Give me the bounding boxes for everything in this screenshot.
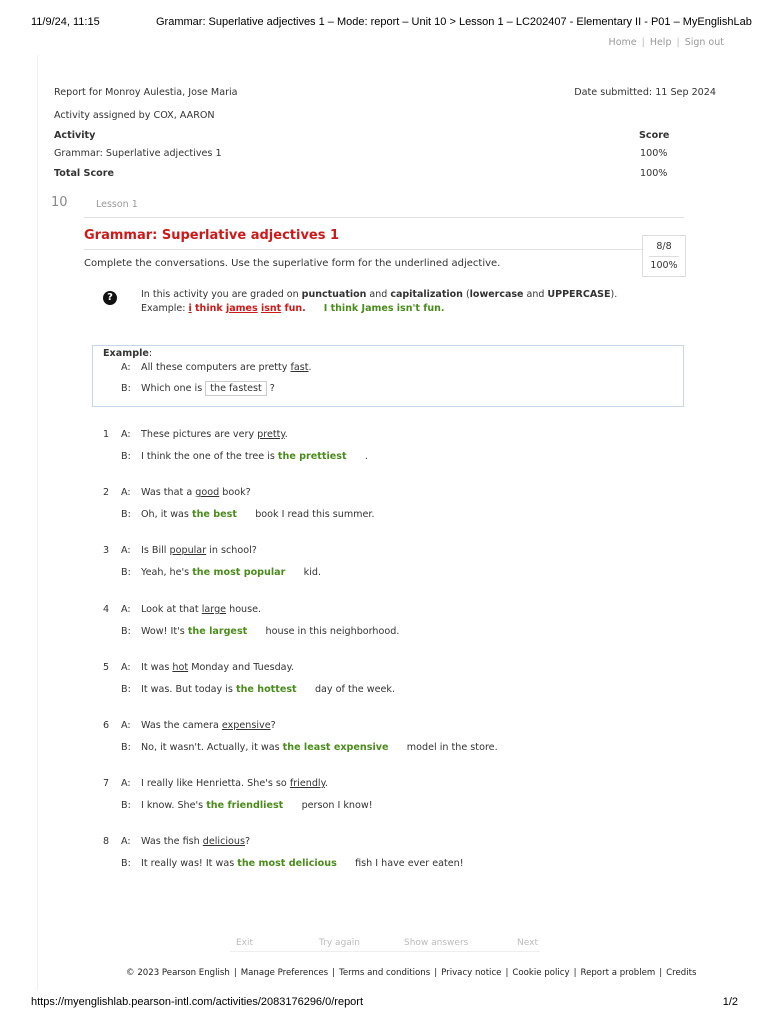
question-line-b: B: Yeah, he's the most popular kid.	[121, 567, 322, 578]
next-button[interactable]: Next	[517, 938, 538, 948]
score-column-header: Score	[639, 130, 670, 141]
question-line-a: A: These pictures are very pretty.	[121, 429, 288, 440]
answer-text: the friendliest	[206, 800, 284, 811]
footer-links: © 2023 Pearson English | Manage Preferences | Terms and conditions | Privacy notice | Cookie policy | Report a problem | Credits	[126, 968, 697, 978]
question-number: 3	[103, 545, 110, 556]
grading-note	[141, 288, 617, 316]
print-url: https://myenglishlab.pearson-intl.com/activities/2083176296/0/report	[31, 996, 364, 1008]
lesson-divider	[84, 217, 684, 218]
sign-out-link[interactable]: Sign out	[684, 37, 724, 48]
answer-text: the hottest	[235, 684, 297, 695]
copyright-text: © 2023 Pearson English	[126, 968, 230, 978]
activity-instructions: Complete the conversations. Use the superlative form for the underlined adjective.	[84, 258, 501, 269]
cookie-link[interactable]: Cookie policy	[512, 968, 570, 978]
terms-link[interactable]: Terms and conditions	[339, 968, 431, 978]
top-links: Home | Help | Sign out	[608, 37, 724, 48]
target-adjective: hot	[172, 662, 189, 673]
manage-preferences-link[interactable]: Manage Preferences	[240, 968, 329, 978]
grading-note-line2: Example: i think james isnt fun. I think James isn't fun.	[141, 303, 445, 314]
print-title: Grammar: Superlative adjectives 1 – Mode: report – Unit 10 > Lesson 1 – LC202407 - Elementary II - P01 – MyEnglishLab	[156, 16, 752, 28]
show-answers-button[interactable]: Show answers	[404, 938, 469, 948]
question-line-a: A: Is Bill popular in school?	[121, 545, 257, 556]
exit-button[interactable]: Exit	[236, 938, 254, 948]
print-datetime: 11/9/24, 11:15	[31, 16, 100, 28]
question-line-b: B: Oh, it was the best book I read this summer.	[121, 509, 375, 520]
print-header	[0, 16, 768, 30]
question-line-a: A: Was that a good book?	[121, 487, 251, 498]
question-line-b: B: I know. She's the friendliest person I know!	[121, 800, 373, 811]
credits-link[interactable]: Credits	[666, 968, 697, 978]
grading-note-line1: In this activity you are graded on punctuation and capitalization (lowercase and UPPERCASE).	[141, 289, 618, 300]
example-answer-field: the fastest	[205, 381, 266, 396]
example-label: Example:	[103, 348, 153, 359]
question-line-a: A: Was the fish delicious?	[121, 836, 251, 847]
example-box	[92, 345, 684, 407]
help-icon: ?	[103, 291, 117, 305]
total-score-value: 100%	[640, 168, 668, 179]
question-line-b: B: It was. But today is the hottest day of the week.	[121, 684, 395, 695]
incorrect-example: i think james isnt fun.	[188, 303, 306, 314]
assigned-by: Activity assigned by COX, AARON	[54, 110, 215, 121]
question-number: 7	[103, 778, 110, 789]
help-link[interactable]: Help	[649, 37, 672, 48]
answer-text: the least expensive	[282, 742, 389, 753]
target-adjective: popular	[169, 545, 207, 556]
answer-text: the prettiest	[277, 451, 347, 462]
answer-text: the most delicious	[237, 858, 337, 869]
answer-text: the most popular	[192, 567, 286, 578]
question-line-b: B: No, it wasn't. Actually, it was the least expensive model in the store.	[121, 742, 498, 753]
question-line-a: A: Look at that large house.	[121, 604, 262, 615]
question-number: 6	[103, 720, 110, 731]
question-line-a: A: I really like Henrietta. She's so friendly.	[121, 778, 328, 789]
answer-text: the best	[191, 509, 237, 520]
activity-name: Grammar: Superlative adjectives 1	[54, 148, 222, 159]
date-submitted: Date submitted: 11 Sep 2024	[574, 87, 716, 98]
left-divider	[37, 55, 38, 990]
target-adjective: pretty	[257, 429, 285, 440]
question-number: 8	[103, 836, 110, 847]
title-divider	[84, 249, 642, 250]
print-page-number: 1/2	[722, 996, 738, 1008]
try-again-button[interactable]: Try again	[319, 938, 361, 948]
question-line-b: B: Wow! It's the largest house in this neighborhood.	[121, 626, 400, 637]
score-percent: 100%	[650, 260, 678, 271]
target-adjective: large	[201, 604, 227, 615]
score-box-divider	[649, 256, 679, 257]
activity-title: Grammar: Superlative adjectives 1	[84, 228, 340, 243]
question-line-a: A: It was hot Monday and Tuesday.	[121, 662, 294, 673]
footer-divider	[230, 951, 540, 952]
privacy-link[interactable]: Privacy notice	[441, 968, 502, 978]
question-line-b: B: It really was! It was the most delicious fish I have ever eaten!	[121, 858, 464, 869]
lesson-label: Lesson 1	[96, 199, 138, 210]
correct-example: I think James isn't fun.	[323, 303, 445, 314]
question-number: 1	[103, 429, 110, 440]
example-line-b: B: Which one is the fastest ?	[121, 383, 275, 394]
report-problem-link[interactable]: Report a problem	[580, 968, 656, 978]
total-score-label: Total Score	[54, 168, 114, 179]
target-adjective: delicious	[202, 836, 245, 847]
home-link[interactable]: Home	[608, 37, 637, 48]
question-number: 2	[103, 487, 110, 498]
target-adjective: expensive	[221, 720, 271, 731]
question-number: 5	[103, 662, 110, 673]
score-box	[642, 235, 686, 277]
activity-column-header: Activity	[54, 130, 96, 141]
activity-score: 100%	[640, 148, 668, 159]
score-fraction: 8/8	[656, 241, 672, 252]
example-line-a: A: All these computers are pretty fast.	[121, 362, 312, 373]
question-line-b: B: I think the one of the tree is the prettiest .	[121, 451, 368, 462]
answer-text: the largest	[187, 626, 248, 637]
report-for: Report for Monroy Aulestia, Jose Maria	[54, 87, 238, 98]
unit-number: 10	[51, 195, 68, 210]
question-number: 4	[103, 604, 110, 615]
target-adjective: good	[195, 487, 220, 498]
target-adjective: friendly	[289, 778, 325, 789]
question-line-a: A: Was the camera expensive?	[121, 720, 276, 731]
